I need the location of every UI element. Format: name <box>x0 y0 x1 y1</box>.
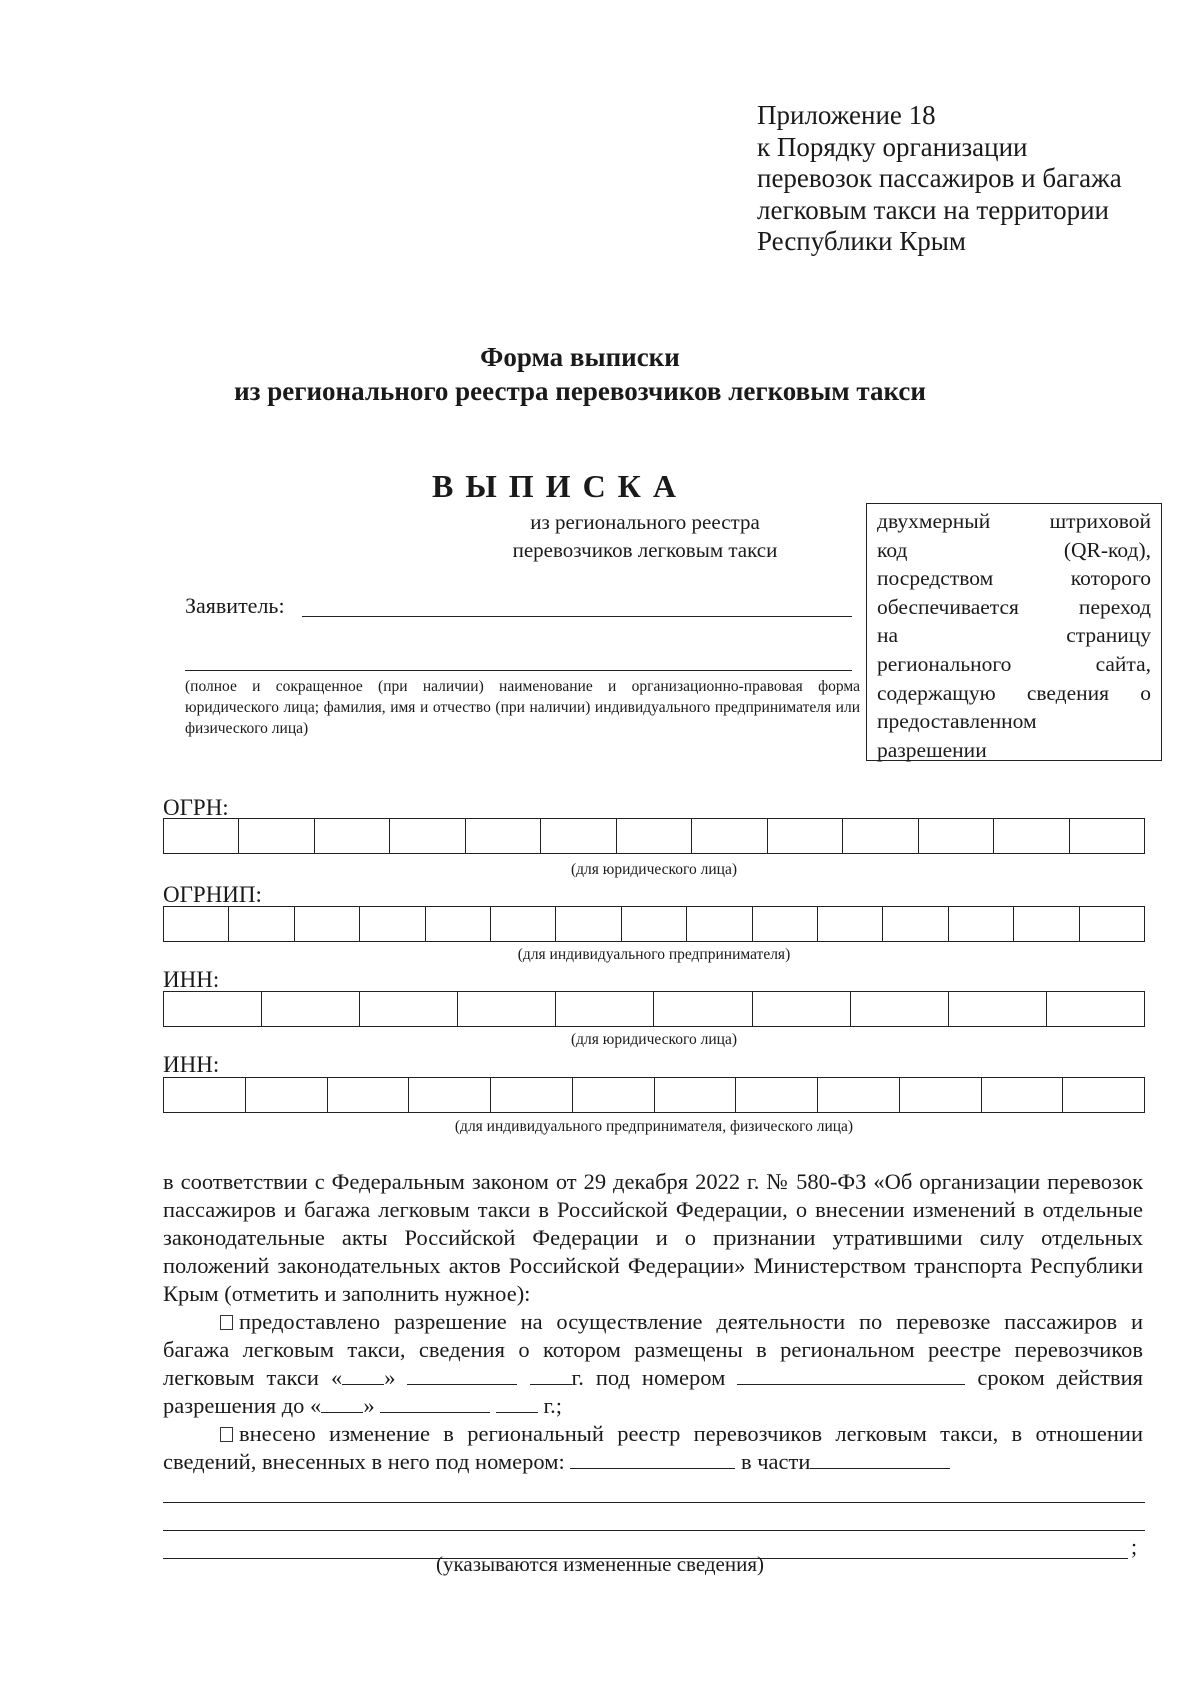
form-title-line2: из регионального реестра перевозчиков легковым такси <box>234 376 926 406</box>
ogrn-label: ОГРН: <box>163 795 229 820</box>
option1-paragraph <box>163 1308 1143 1420</box>
qr-code-box <box>866 503 1162 761</box>
digit-cell[interactable] <box>1063 1078 1144 1112</box>
option2-checkbox[interactable] <box>220 1427 233 1442</box>
digit-cell[interactable] <box>164 992 262 1026</box>
digit-cell[interactable] <box>1047 992 1144 1026</box>
document-subtitle-line2: перевозчиков легковым такси <box>512 538 778 562</box>
digit-cell[interactable] <box>164 819 239 853</box>
digit-cell[interactable] <box>541 819 616 853</box>
option1-text-a: предоставлено разрешение на осуществление деятельности по перевозке пассажиров и багажа легковым такси, сведения о котором размещены в региональном реестре перевозчиков легковым такси « <box>163 1309 1143 1390</box>
document-subtitle <box>440 508 850 564</box>
digit-cell[interactable] <box>491 907 556 941</box>
digit-cell[interactable] <box>295 907 360 941</box>
annex-line: перевозок пассажиров и багажа <box>757 163 1122 193</box>
digit-cell[interactable] <box>655 1078 737 1112</box>
option1-day-blank[interactable] <box>342 1364 384 1385</box>
inn-legal-label: ИНН: <box>163 967 220 992</box>
annex-header <box>757 100 1122 258</box>
digit-cell[interactable] <box>617 819 692 853</box>
ogrn-digit-grid[interactable] <box>163 818 1145 854</box>
digit-cell[interactable] <box>851 992 949 1026</box>
document-subtitle-line1: из регионального реестра <box>530 510 760 534</box>
form-title-line1: Форма выписки <box>480 342 680 372</box>
digit-cell[interactable] <box>883 907 948 941</box>
digit-cell[interactable] <box>573 1078 655 1112</box>
inn-individual-caption: (для индивидуального предпринимателя, физического лица) <box>454 1118 854 1135</box>
digit-cell[interactable] <box>753 992 851 1026</box>
digit-cell[interactable] <box>239 819 314 853</box>
digit-cell[interactable] <box>919 819 994 853</box>
option2-part-blank[interactable] <box>810 1448 950 1469</box>
digit-cell[interactable] <box>556 907 621 941</box>
ogrnip-label: ОГРНИП: <box>163 882 262 907</box>
digit-cell[interactable] <box>556 992 654 1026</box>
changes-line-1[interactable] <box>163 1502 1145 1503</box>
qr-box-line: посредством которого <box>877 566 1151 591</box>
option1-text-f: г.; <box>543 1393 563 1418</box>
option2-paragraph <box>163 1420 1143 1476</box>
qr-box-line: предоставленном <box>877 709 1037 734</box>
option1-valid-year-blank[interactable] <box>496 1392 538 1413</box>
digit-cell[interactable] <box>409 1078 491 1112</box>
semicolon: ; <box>1131 1534 1138 1559</box>
annex-line: легковым такси на территории <box>757 194 1110 225</box>
digit-cell[interactable] <box>426 907 491 941</box>
option2-text-b: в части <box>740 1449 811 1474</box>
annex-line: Республики Крым <box>757 226 966 256</box>
applicant-input-line-2[interactable] <box>185 670 852 671</box>
qr-box-line: код (QR-код), <box>877 537 1151 562</box>
digit-cell[interactable] <box>164 1078 246 1112</box>
digit-cell[interactable] <box>949 992 1047 1026</box>
ogrn-caption: (для юридического лица) <box>571 861 737 878</box>
ogrnip-digit-grid[interactable] <box>163 906 1145 942</box>
annex-line: к Порядку организации <box>757 131 1028 162</box>
ogrnip-caption: (для индивидуального предпринимателя) <box>517 946 791 963</box>
option1-year-blank[interactable] <box>530 1364 572 1385</box>
option1-number-blank[interactable] <box>737 1364 965 1385</box>
digit-cell[interactable] <box>622 907 687 941</box>
digit-cell[interactable] <box>390 819 465 853</box>
digit-cell[interactable] <box>692 819 767 853</box>
digit-cell[interactable] <box>466 819 541 853</box>
digit-cell[interactable] <box>491 1078 573 1112</box>
qr-box-line: на страницу <box>877 623 1151 648</box>
digit-cell[interactable] <box>818 907 883 941</box>
changes-caption: (указываются измененные сведения) <box>436 1552 764 1576</box>
qr-box-line: двухмерный штриховой <box>877 509 1151 533</box>
digit-cell[interactable] <box>949 907 1014 941</box>
qr-box-line: обеспечивается переход <box>877 594 1151 619</box>
digit-cell[interactable] <box>654 992 752 1026</box>
inn-legal-caption: (для юридического лица) <box>571 1031 737 1048</box>
option1-text-c: г. под номером <box>571 1365 726 1390</box>
digit-cell[interactable] <box>982 1078 1064 1112</box>
digit-cell[interactable] <box>818 1078 900 1112</box>
option2-number-blank[interactable] <box>570 1448 735 1469</box>
digit-cell[interactable] <box>753 907 818 941</box>
digit-cell[interactable] <box>360 907 425 941</box>
option1-valid-month-blank[interactable] <box>380 1392 490 1413</box>
digit-cell[interactable] <box>687 907 752 941</box>
digit-cell[interactable] <box>262 992 360 1026</box>
inn-legal-digit-grid[interactable] <box>163 991 1145 1027</box>
form-title <box>0 340 1200 408</box>
inn-individual-label: ИНН: <box>163 1052 220 1077</box>
option1-month-blank[interactable] <box>407 1364 517 1385</box>
annex-line: Приложение 18 <box>757 100 936 130</box>
digit-cell[interactable] <box>229 907 294 941</box>
digit-cell[interactable] <box>328 1078 410 1112</box>
applicant-label: Заявитель: <box>185 593 285 618</box>
changes-line-2[interactable] <box>163 1530 1145 1531</box>
option1-text-b: » <box>384 1365 396 1390</box>
qr-box-line: регионального сайта, <box>877 651 1151 676</box>
digit-cell[interactable] <box>1080 907 1144 941</box>
option1-checkbox[interactable] <box>220 1315 233 1330</box>
applicant-input-line[interactable] <box>302 616 852 617</box>
digit-cell[interactable] <box>900 1078 982 1112</box>
document-title: ВЫПИСКА <box>432 468 688 504</box>
digit-cell[interactable] <box>360 992 458 1026</box>
digit-cell[interactable] <box>843 819 918 853</box>
digit-cell[interactable] <box>1014 907 1079 941</box>
digit-cell[interactable] <box>768 819 843 853</box>
digit-cell[interactable] <box>736 1078 818 1112</box>
inn-individual-digit-grid[interactable] <box>163 1077 1145 1113</box>
option1-text-e: » <box>363 1393 375 1418</box>
option1-valid-day-blank[interactable] <box>321 1392 363 1413</box>
digit-cell[interactable] <box>994 819 1069 853</box>
digit-cell[interactable] <box>1070 819 1144 853</box>
option2-text-a: внесено изменение в региональный реестр перевозчиков легковым такси, в отношении сведений, внесенных в него под номером: <box>163 1421 1143 1474</box>
intro-paragraph: в соответствии с Федеральным законом от 29 декабря 2022 г. № 580-ФЗ «Об организации перевозок пассажиров и багажа легковым такси в Российской Федерации, о внесении изменений в отдельные законодательные акты Российской Федерации и о признании утратившими силу отдельных положений законодательных актов Российской Федерации» Министерством транспорта Республики Крым (отметить и заполнить нужное): <box>163 1169 1143 1306</box>
option1-text-d: сроком действия разрешения до « <box>163 1365 1144 1418</box>
body-text <box>163 1168 1143 1476</box>
digit-cell[interactable] <box>315 819 390 853</box>
digit-cell[interactable] <box>246 1078 328 1112</box>
digit-cell[interactable] <box>458 992 556 1026</box>
qr-box-line: содержащую сведения о <box>877 680 1151 705</box>
qr-box-line: разрешении <box>877 737 987 762</box>
digit-cell[interactable] <box>164 907 229 941</box>
applicant-note: (полное и сокращенное (при наличии) наименование и организационно-правовая форма юридического лица; фамилия, имя и отчество (при наличии) индивидуального предпринимателя или физического лица) <box>185 678 860 737</box>
